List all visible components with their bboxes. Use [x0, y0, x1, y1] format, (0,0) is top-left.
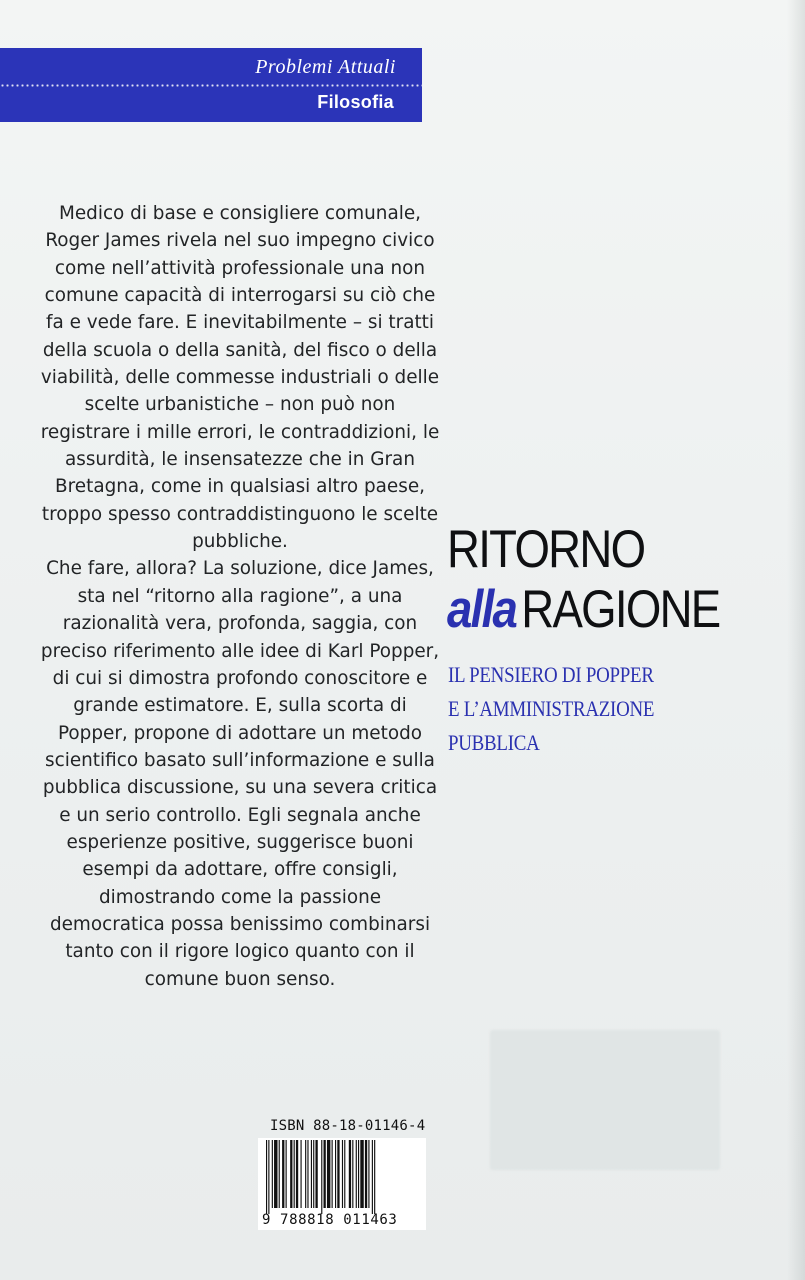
barcode-bar [307, 1140, 308, 1208]
series-name: Problemi Attuali [255, 56, 396, 78]
barcode-bar [321, 1140, 322, 1214]
barcode-bar [296, 1140, 298, 1208]
barcode-bar [282, 1140, 284, 1208]
book-title [447, 520, 797, 760]
barcode-bar [352, 1140, 353, 1208]
barcode-bar [337, 1140, 339, 1208]
dotted-rule [0, 84, 422, 87]
title-line-ritorno: RITORNO [447, 520, 645, 579]
barcode-bars [266, 1140, 418, 1214]
series-band [0, 48, 422, 122]
barcode-bar [335, 1140, 336, 1208]
isbn-label: ISBN 88-18-01146-4 [270, 1118, 426, 1134]
barcode-bar [368, 1140, 369, 1208]
barcode-bar [365, 1140, 367, 1208]
barcode-bar [266, 1140, 267, 1214]
title-line-ragione [447, 580, 748, 652]
blurb-text [40, 200, 440, 993]
blurb-paragraph: Medico di base e consigliere comunale, Roger James rivela nel suo impegno civico come nell’attività professionale una non comune capacità di interrogarsi su ciò che fa e vede fare. E inevitabilmente – si tratti della scuola o della sanità, del fisco o della viabilità, delle commesse industriali o delle scelte urbanistiche – non può non registrare i mille errori, le contraddizioni, le assurdità, le insensatezze che in Gran Bretagna, come in qualsiasi altro paese, troppo spesso contraddistinguono le scelte pubbliche. [40, 203, 440, 553]
barcode-bar [290, 1140, 292, 1208]
blurb-paragraph: Che fare, allora? La soluzione, dice James, sta nel “ritorno alla ragione”, a una razionalità vera, profonda, saggia, con preciso riferimento alle idee di Karl Popper, di cui si dimostra profondo conoscitore e grande estimatore. E, sulla scorta di Popper, propone di adottare un metodo scientifico basato sull’informazione e sulla pubblica discussione, su una severa critica e un serio controllo. Egli segnala anche esperienze positive, suggerisce buoni esempi da adottare, offre consigli, dimostrando come la passione democratica possa benissimo combinarsi tanto con il rigore logico quanto con il comune buon senso. [40, 558, 440, 990]
book-subtitle [448, 658, 748, 760]
barcode-bar [358, 1140, 359, 1208]
barcode-bar [272, 1140, 273, 1208]
barcode-bar [268, 1140, 269, 1214]
barcode-bar [311, 1140, 312, 1208]
barcode-bar [360, 1140, 363, 1208]
barcode-bar [274, 1140, 277, 1208]
title-word-alla: alla [447, 580, 517, 639]
barcode-bar [344, 1140, 345, 1208]
barcode-bar [294, 1140, 295, 1208]
barcode-bar [342, 1140, 343, 1208]
barcode-bar [332, 1140, 333, 1208]
barcode-bar [315, 1140, 317, 1208]
barcode-bar [286, 1140, 287, 1208]
sticker-residue [490, 1030, 720, 1170]
barcode-bar [372, 1140, 373, 1214]
subtitle-line: PUBBLICA [448, 730, 540, 755]
barcode-bar [374, 1140, 375, 1214]
barcode-bar [356, 1140, 357, 1208]
barcode-digits: 9 788818 011463 [262, 1212, 398, 1228]
barcode-bar [279, 1140, 280, 1208]
barcode-bar [327, 1140, 330, 1208]
barcode-bar [324, 1140, 326, 1208]
barcode-bar [301, 1140, 302, 1208]
barcode-bar [313, 1140, 314, 1208]
title-word-ragione: RAGIONE [521, 580, 720, 639]
subtitle-line: IL PENSIERO DI POPPER [448, 662, 654, 687]
series-topic: Filosofia [317, 92, 394, 112]
subtitle-line: E L’AMMINISTRAZIONE [448, 696, 655, 721]
barcode-bar [305, 1140, 306, 1208]
barcode-bar [349, 1140, 351, 1208]
